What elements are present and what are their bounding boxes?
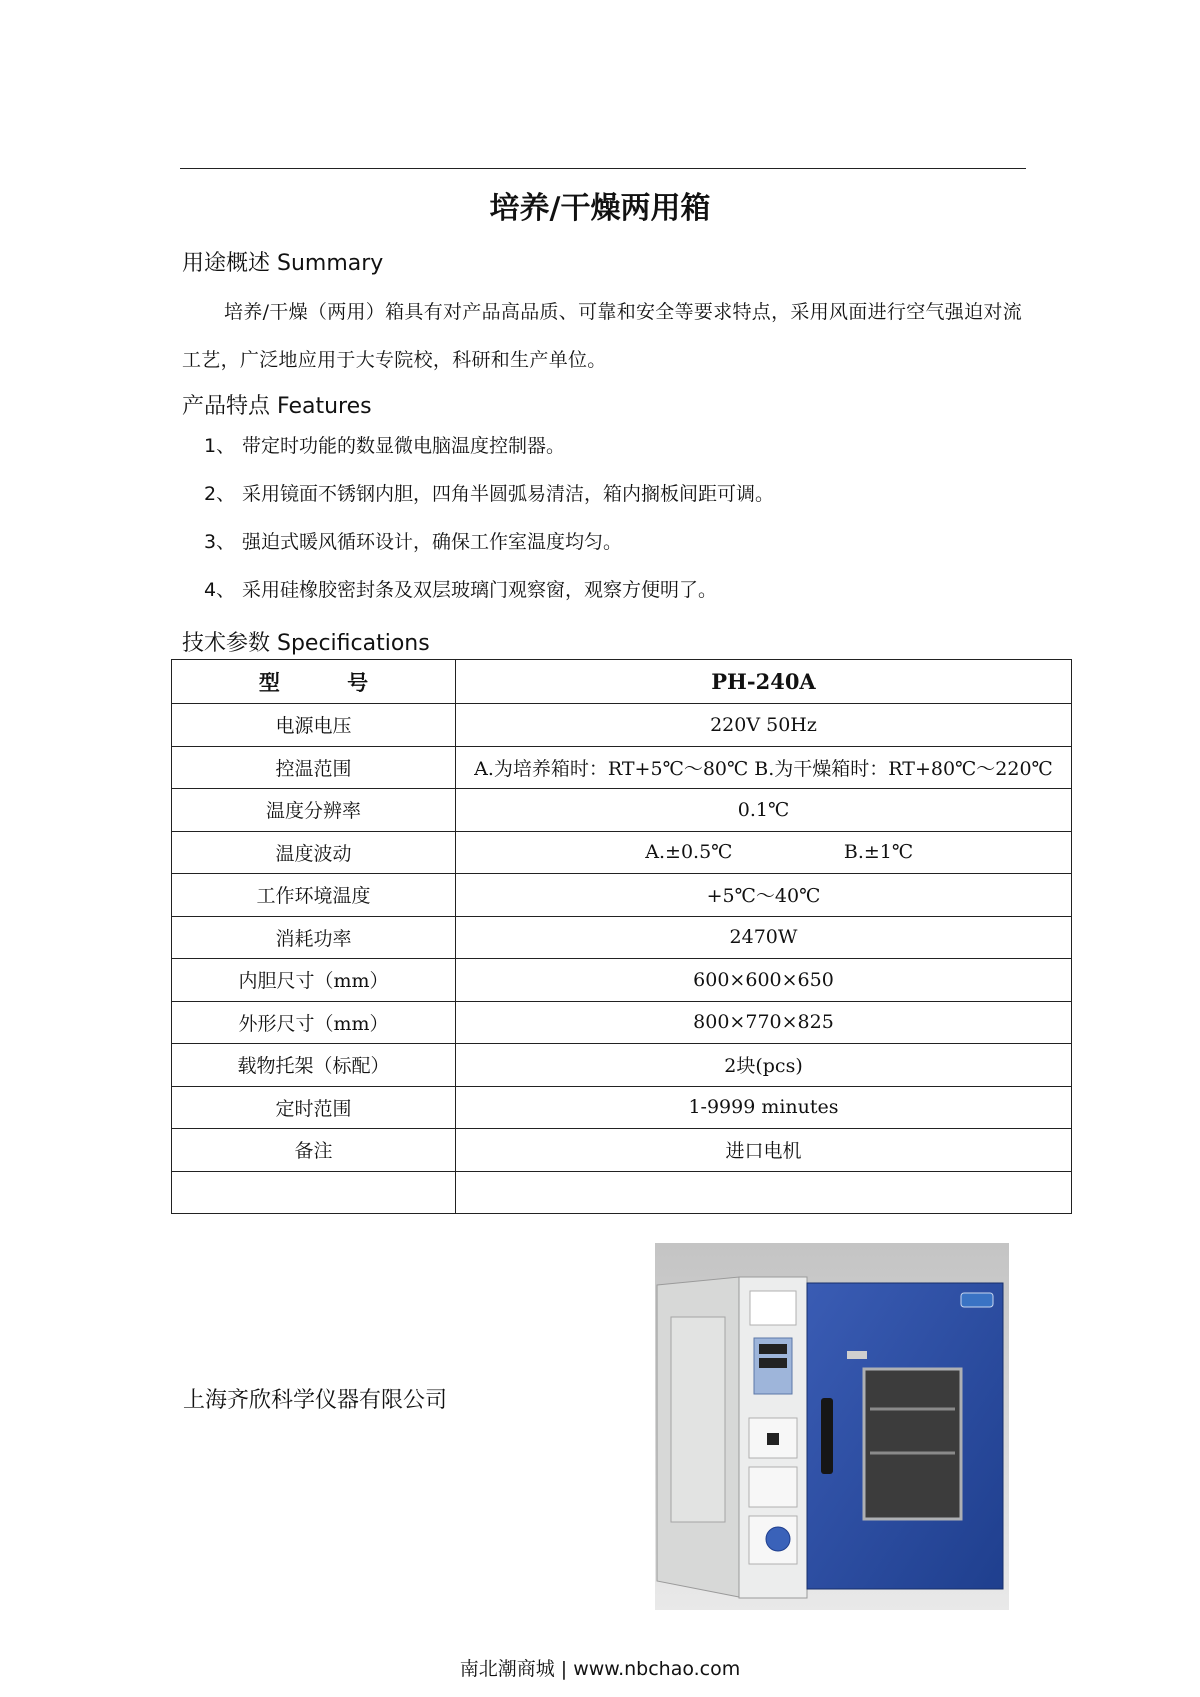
control-knob-icon	[766, 1527, 790, 1551]
side-panel	[671, 1317, 725, 1522]
spec-row	[172, 831, 1072, 874]
spec-label: 消耗功率	[172, 916, 456, 959]
summary-paragraph	[182, 288, 1028, 384]
spec-value: 2470W	[456, 916, 1072, 959]
spec-value	[456, 1171, 1072, 1214]
spec-label	[172, 1171, 456, 1214]
spec-row	[172, 1001, 1072, 1044]
feature-item	[204, 572, 774, 620]
feature-text: 采用镜面不锈钢内胆，四角半圆弧易清洁，箱内搁板间距可调。	[242, 483, 775, 505]
feature-text: 强迫式暖风循环设计，确保工作室温度均匀。	[242, 531, 623, 553]
spec-value: 进口电机	[456, 1129, 1072, 1172]
spec-label: 外形尺寸（mm）	[172, 1001, 456, 1044]
spec-label: 内胆尺寸（mm）	[172, 959, 456, 1002]
footer: 南北潮商城 | www.nbchao.com	[459, 1658, 741, 1680]
spec-value: A.为培养箱时：RT+5℃～80℃ B.为干燥箱时：RT+80℃～220℃	[456, 746, 1072, 789]
spec-value: 0.1℃	[456, 789, 1072, 832]
feature-item	[204, 428, 774, 476]
spec-model-value: PH-240A	[456, 660, 1072, 704]
spec-value-a: A.±0.5℃	[645, 841, 733, 864]
spec-header-row	[172, 660, 1072, 704]
spec-value: 800×770×825	[456, 1001, 1072, 1044]
feature-number: 3、	[204, 531, 236, 553]
brand-badge	[961, 1293, 993, 1307]
feature-number: 1、	[204, 435, 236, 457]
spec-row	[172, 874, 1072, 917]
top-rule	[180, 168, 1026, 169]
incubator-image	[655, 1243, 1009, 1610]
nameplate	[750, 1291, 796, 1325]
spec-value-b: B.±1℃	[843, 841, 914, 864]
features-heading: 产品特点 Features	[182, 394, 372, 419]
door-label	[847, 1351, 867, 1359]
spec-label: 温度分辨率	[172, 789, 456, 832]
feature-number: 4、	[204, 579, 236, 601]
observation-window	[864, 1369, 961, 1519]
spec-row	[172, 704, 1072, 747]
spec-label: 电源电压	[172, 704, 456, 747]
spec-value: 2块(pcs)	[456, 1044, 1072, 1087]
spec-value: 600×600×650	[456, 959, 1072, 1002]
summary-text: 培养/干燥（两用）箱具有对产品高品质、可靠和安全等要求特点，采用风面进行空气强迫对流工艺，广泛地应用于大专院校，科研和生产单位。	[182, 301, 1023, 371]
summary-heading: 用途概述 Summary	[182, 251, 384, 276]
power-switch-icon	[767, 1433, 779, 1445]
spec-value: 220V 50Hz	[456, 704, 1072, 747]
spec-model-label: 型 号	[258, 669, 399, 695]
features-list	[204, 428, 774, 620]
controller-display	[759, 1358, 787, 1368]
spec-label: 控温范围	[172, 746, 456, 789]
spec-row	[172, 746, 1072, 789]
company-name: 上海齐欣科学仪器有限公司	[183, 1388, 448, 1413]
spec-row-empty	[172, 1171, 1072, 1214]
feature-text: 带定时功能的数显微电脑温度控制器。	[242, 435, 566, 457]
spec-value: 1-9999 minutes	[456, 1086, 1072, 1129]
product-photo	[655, 1243, 1009, 1610]
spec-value-split	[456, 831, 1072, 874]
spec-label: 定时范围	[172, 1086, 456, 1129]
door-handle	[821, 1398, 833, 1474]
feature-text: 采用硅橡胶密封条及双层玻璃门观察窗，观察方便明了。	[242, 579, 718, 601]
controller-display	[759, 1344, 787, 1354]
spec-table	[171, 659, 1072, 1214]
spec-row	[172, 959, 1072, 1002]
spec-label: 备注	[172, 1129, 456, 1172]
spec-label: 工作环境温度	[172, 874, 456, 917]
specs-heading: 技术参数 Specifications	[182, 631, 430, 656]
feature-item	[204, 476, 774, 524]
spec-label: 温度波动	[172, 831, 456, 874]
feature-number: 2、	[204, 483, 236, 505]
spec-row	[172, 1044, 1072, 1087]
spec-row	[172, 1086, 1072, 1129]
spec-value: +5℃～40℃	[456, 874, 1072, 917]
document-title: 培养/干燥两用箱	[489, 191, 711, 226]
spec-row	[172, 789, 1072, 832]
spec-label: 载物托架（标配）	[172, 1044, 456, 1087]
feature-item	[204, 524, 774, 572]
spec-row	[172, 916, 1072, 959]
spec-row	[172, 1129, 1072, 1172]
fan-panel	[749, 1467, 797, 1507]
